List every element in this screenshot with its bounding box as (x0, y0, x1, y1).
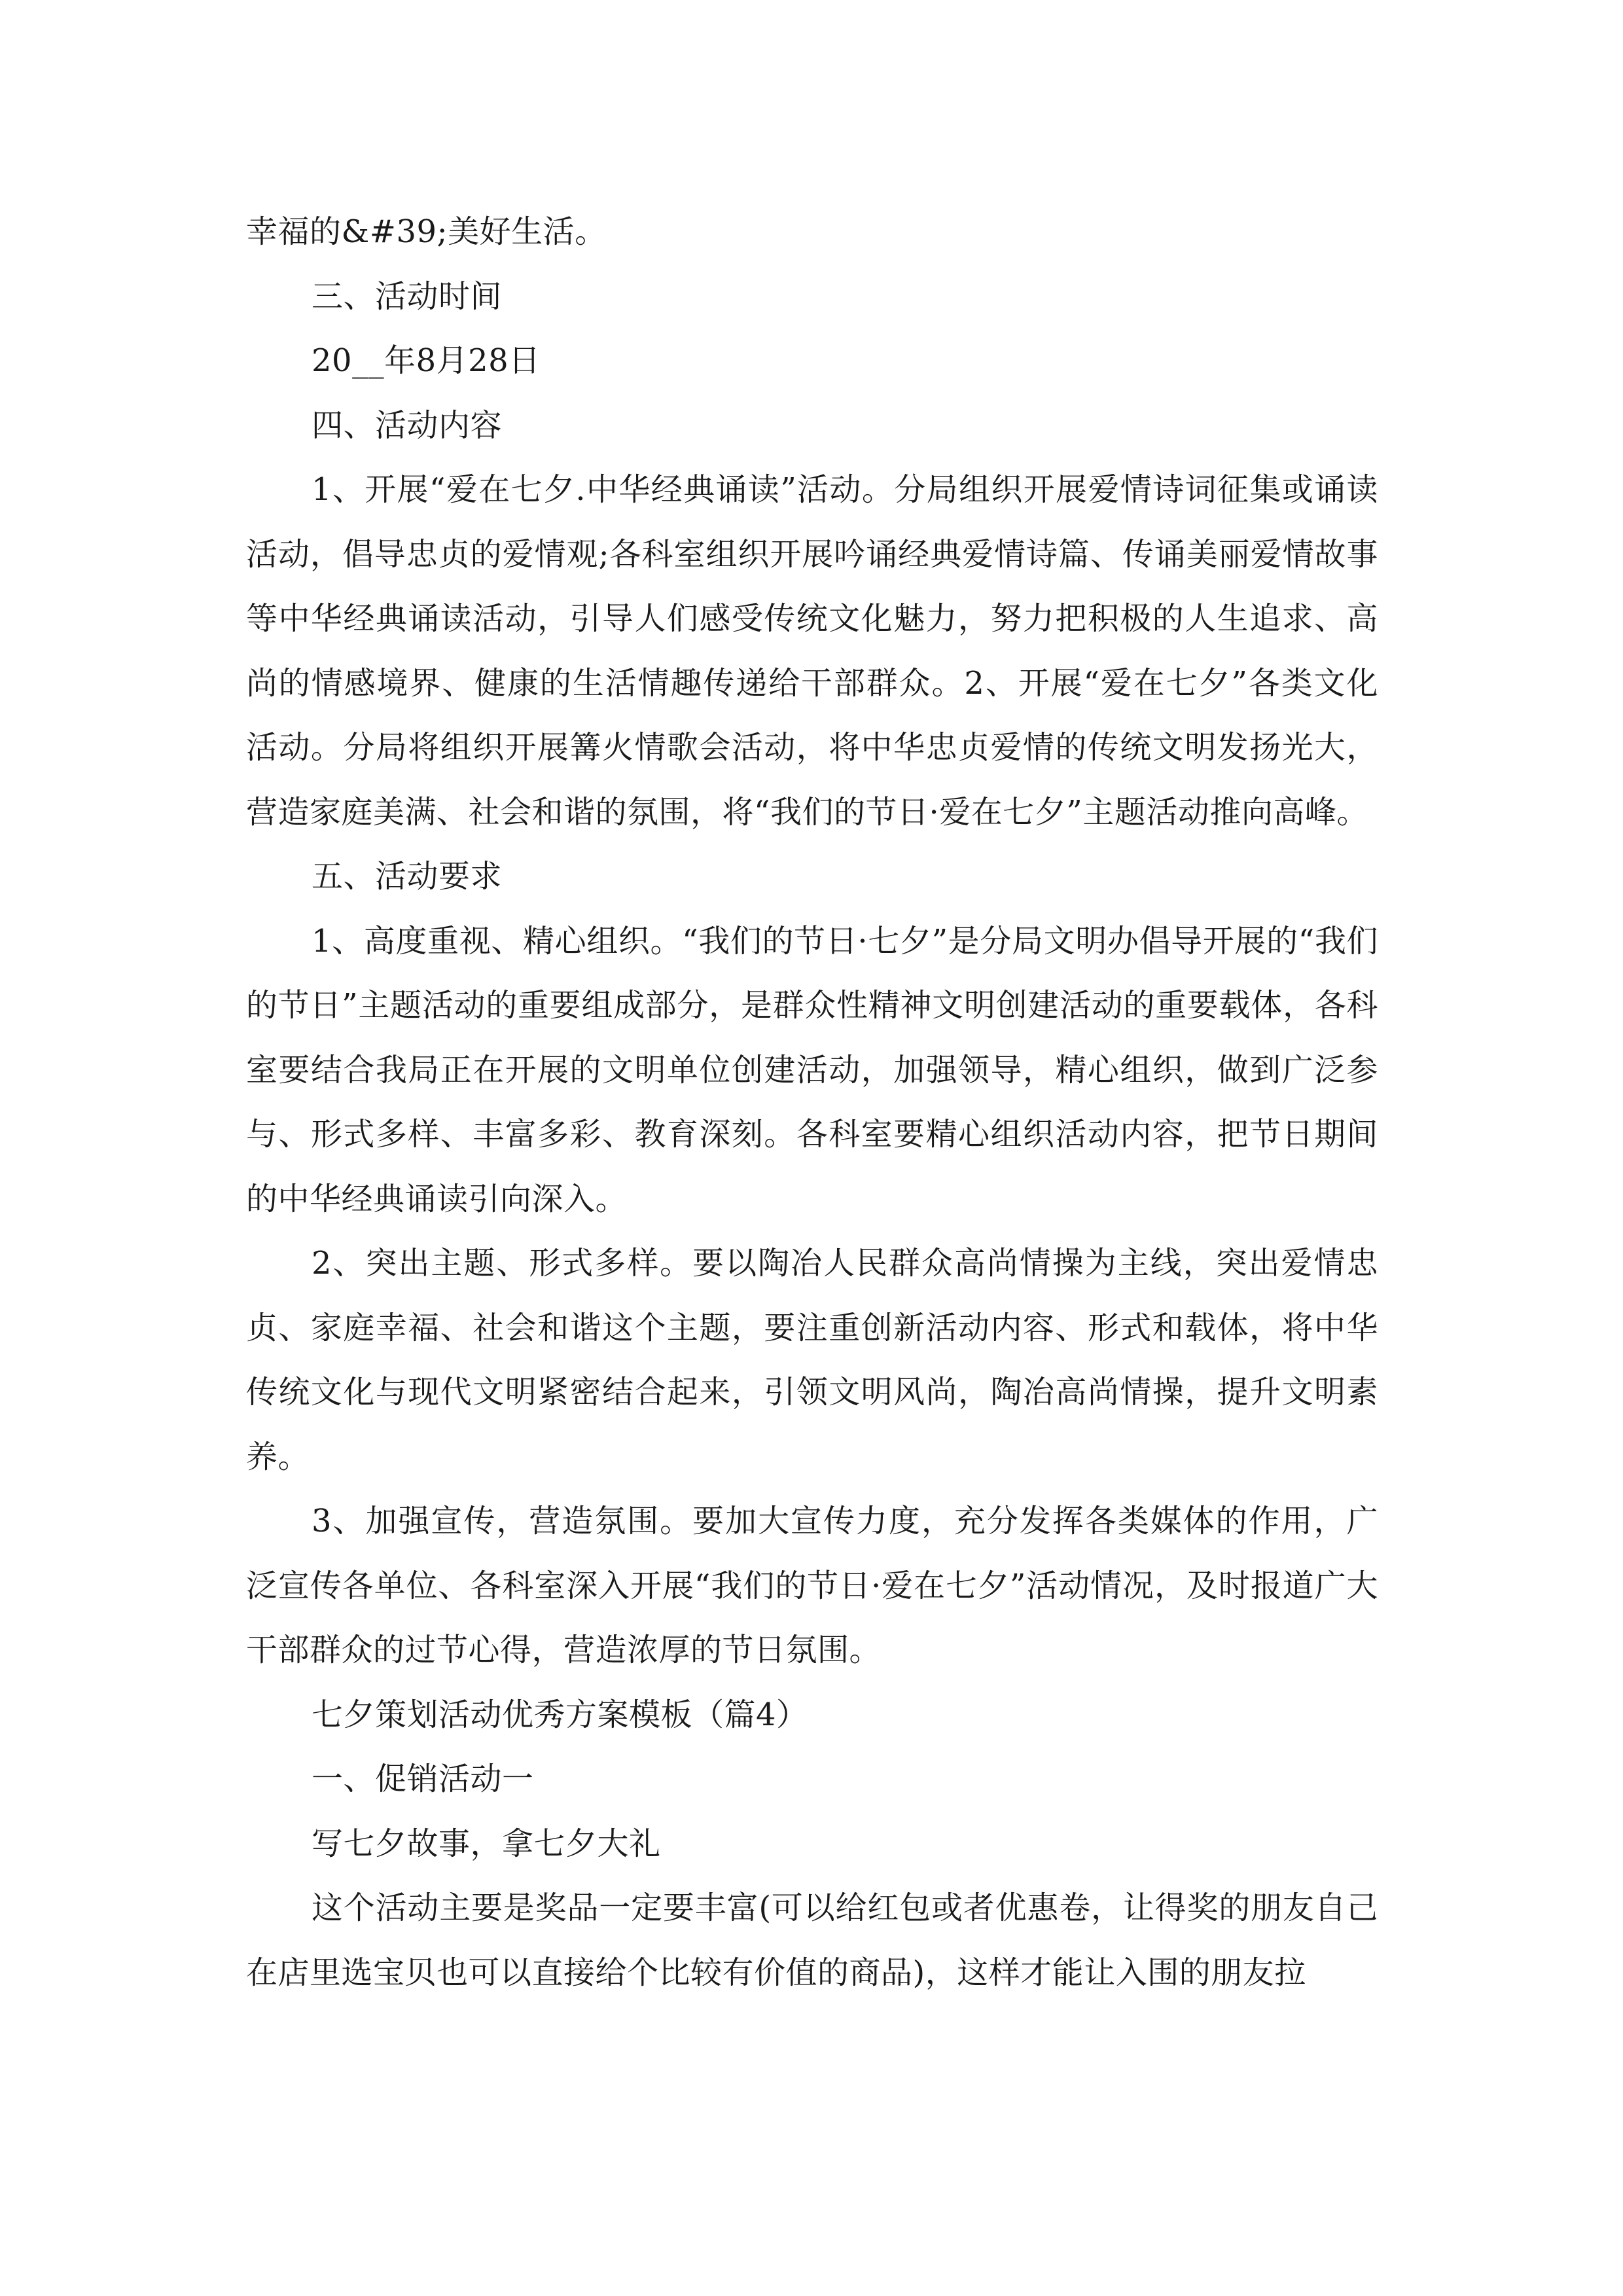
promotion-slogan: 写七夕故事，拿七夕大礼 (312, 1825, 661, 1862)
paragraph-requirement-2: 2、突出主题、形式多样。要以陶冶人民群众高尚情操为主线，突出爱情忠贞、家庭幸福、社会和谐这个主题，要注重创新活动内容、形式和载体，将中华传统文化与现代文明紧密结合起来，引领文明风尚，陶冶高尚情操，提升文明素养。 (246, 1245, 1378, 1475)
heading-activity-requirements: 五、活动要求 (312, 858, 503, 895)
paragraph-promotion-description: 这个活动主要是奖品一定要丰富(可以给红包或者优惠卷，让得奖的朋友自己在店里选宝贝也可以直接给个比较有价值的商品)，这样才能让入围的朋友拉 (246, 1890, 1378, 1991)
section-title-part-4: 七夕策划活动优秀方案模板（篇4） (312, 1696, 808, 1733)
paragraph-requirement-1: 1、高度重视、精心组织。“我们的节日·七夕”是分局文明办倡导开展的“我们的节日”主题活动的重要组成部分，是群众性精神文明创建活动的重要载体，各科室要结合我局正在开展的文明单位创建活动，加强领导，精心组织，做到广泛参与、形式多样、丰富多彩、教育深刻。各科室要精心组织活动内容，把节日期间的中华经典诵读引向深入。 (246, 922, 1378, 1217)
document-body (246, 200, 1378, 2005)
heading-promotion-1: 一、促销活动一 (312, 1761, 534, 1797)
paragraph-requirement-3: 3、加强宣传，营造氛围。要加大宣传力度，充分发挥各类媒体的作用，广泛宣传各单位、各科室深入开展“我们的节日·爱在七夕”活动情况，及时报道广大干部群众的过节心得，营造浓厚的节日氛围。 (246, 1503, 1378, 1668)
heading-activity-content: 四、活动内容 (312, 406, 503, 444)
paragraph-continuation: 幸福的&#39;美好生活。 (246, 213, 607, 250)
heading-activity-time: 三、活动时间 (312, 278, 503, 315)
paragraph-activity-content: 1、开展“爱在七夕.中华经典诵读”活动。分局组织开展爱情诗词征集或诵读活动，倡导忠贞的爱情观;各科室组织开展吟诵经典爱情诗篇、传诵美丽爱情故事等中华经典诵读活动，引导人们感受传统文化魅力，努力把积极的人生追求、高尚的情感境界、健康的生活情趣传递给干部群众。2、开展“爱在七夕”各类文化活动。分局将组织开展篝火情歌会活动，将中华忠贞爱情的传统文明发扬光大，营造家庭美满、社会和谐的氛围，将“我们的节日·爱在七夕”主题活动推向高峰。 (246, 471, 1378, 831)
activity-date: 20__年8月28日 (312, 342, 541, 379)
